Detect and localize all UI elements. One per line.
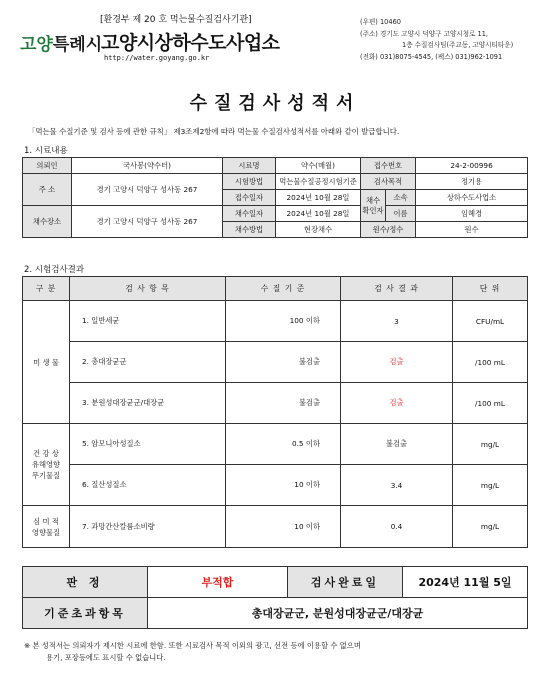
affiliation-label: 소속	[386, 190, 416, 206]
address-value: 경기 고양시 덕양구 성사동 267	[72, 174, 223, 206]
table-row	[23, 383, 528, 424]
item-result: 불검출	[341, 424, 453, 465]
footnote-line-1: ※ 본 성적서는 의뢰자가 제시한 시료에 한함. 또한 시료검사 목적 이외의 광고, 선전 등에 이용할 수 없으며	[24, 641, 361, 650]
category-microbe: 미 생 물	[23, 301, 70, 424]
item-name: 6. 질산성질소	[70, 465, 226, 506]
received-date-value: 2024년 10월 28일	[276, 190, 361, 206]
item-standard: 10 이하	[226, 465, 341, 506]
sample-name-value: 약수(매월)	[276, 158, 361, 174]
collection-place-value: 경기 고양시 덕양구 성사동 267	[72, 206, 223, 238]
section-2-heading: 2. 시험검사결과	[24, 265, 85, 275]
collection-method-label: 채수방법	[223, 222, 276, 238]
judgment-label: 판 정	[23, 567, 148, 598]
item-unit: /100 mL	[453, 383, 528, 424]
col-standard: 수 질 기 준	[226, 277, 341, 301]
address-line-2: 1층 수질검사팀(주교동, 고양시티타운)	[402, 41, 514, 49]
section-1-heading: 1. 시료내용	[24, 146, 68, 156]
item-name: 7. 과망간산칼륨소비량	[70, 506, 226, 548]
logo-prefix: 고양	[20, 35, 53, 55]
name-value: 임혜경	[416, 206, 528, 222]
name-label: 이름	[386, 206, 416, 222]
table-row	[23, 342, 528, 383]
exceeded-items: 총대장균군, 분원성대장균군/대장균	[148, 598, 528, 629]
footnote	[24, 640, 361, 663]
item-name: 3. 분원성대장균군/대장균	[70, 383, 226, 424]
table-row	[23, 506, 528, 548]
item-result-alert: 검출	[341, 383, 453, 424]
col-item: 검 사 항 목	[70, 277, 226, 301]
col-unit: 단 위	[453, 277, 528, 301]
item-name: 2. 총대장균군	[70, 342, 226, 383]
item-standard: 불검출	[226, 342, 341, 383]
receipt-no-value: 24-2-00996	[416, 158, 528, 174]
purpose-value: 정기용	[416, 174, 528, 190]
sample-name-label: 시료명	[223, 158, 276, 174]
intro-text: 「먹는물 수질기준 및 검사 등에 관한 규칙」 제3조제2항에 따라 먹는물 수질검사성적서를 아래와 같이 발급합니다.	[28, 127, 400, 136]
item-name: 1. 일반세균	[70, 301, 226, 342]
collector-label: 채수 확인자	[361, 190, 386, 222]
website-url[interactable]: http://water.goyang.go.kr	[104, 54, 210, 62]
logo-suffix: 특례시	[52, 35, 103, 55]
collection-place-label: 채수장소	[23, 206, 72, 238]
collection-date-value: 2024년 10월 28일	[276, 206, 361, 222]
item-result: 3.4	[341, 465, 453, 506]
exceeded-label: 기준초과항목	[23, 598, 148, 629]
registration-text: [환경부 제 20 호 먹는물수질검사기관]	[100, 15, 252, 25]
judgment-value: 부적합	[148, 567, 288, 598]
sample-info-table	[22, 157, 528, 238]
item-unit: mg/L	[453, 506, 528, 548]
item-result: 3	[341, 301, 453, 342]
phone-fax: (전화) 031)8075-4545, (팩스) 031)962-1091	[360, 52, 503, 61]
category-inorganic: 건 강 상 유해영향 무기물질	[23, 424, 70, 506]
item-name: 5. 암모니아성질소	[70, 424, 226, 465]
footnote-line-2: 용기, 포장등에도 표시할 수 없습니다.	[46, 652, 166, 662]
item-standard: 100 이하	[226, 301, 341, 342]
organization-name: 고양시상하수도사업소	[101, 32, 280, 54]
requester-value: 국사봉(약수터)	[72, 158, 223, 174]
address-label: 주 소	[23, 174, 72, 206]
item-unit: mg/L	[453, 465, 528, 506]
item-unit: mg/L	[453, 424, 528, 465]
requester-label: 의뢰인	[23, 158, 72, 174]
table-row	[23, 465, 528, 506]
item-result-alert: 검출	[341, 342, 453, 383]
purpose-label: 검사목적	[361, 174, 416, 190]
table-row	[23, 424, 528, 465]
goyang-city-logo	[20, 30, 102, 55]
contact-block	[360, 17, 513, 63]
test-method-label: 시험방법	[223, 174, 276, 190]
received-date-label: 접수일자	[223, 190, 276, 206]
item-unit: CFU/mL	[453, 301, 528, 342]
table-row	[23, 301, 528, 342]
test-results-table	[22, 276, 528, 548]
document-header	[0, 0, 550, 72]
item-standard: 10 이하	[226, 506, 341, 548]
page-title: 수질검사성적서	[189, 93, 361, 114]
col-result: 검 사 결 과	[341, 277, 453, 301]
verdict-table	[22, 566, 528, 629]
item-result: 0.4	[341, 506, 453, 548]
receipt-no-label: 접수번호	[361, 158, 416, 174]
item-unit: /100 mL	[453, 342, 528, 383]
test-method-value: 먹는물수질공정시험기준	[276, 174, 361, 190]
affiliation-value: 상하수도사업소	[416, 190, 528, 206]
item-standard: 불검출	[226, 383, 341, 424]
collection-method-value: 현장채수	[276, 222, 361, 238]
item-standard: 0.5 이하	[226, 424, 341, 465]
source-value: 원수	[416, 222, 528, 238]
completion-date: 2024년 11월 5일	[403, 567, 528, 598]
completion-label: 검사완료일	[288, 567, 403, 598]
postal-code: (우편) 10460	[360, 18, 401, 26]
address-line-1: (주소) 경기도 고양시 덕양구 고양시청로 11,	[360, 29, 489, 38]
collection-date-label: 채수일자	[223, 206, 276, 222]
col-category: 구 분	[23, 277, 70, 301]
category-aesthetic: 심 미 적 영향물질	[23, 506, 70, 548]
source-label: 원수/정수	[361, 222, 416, 238]
